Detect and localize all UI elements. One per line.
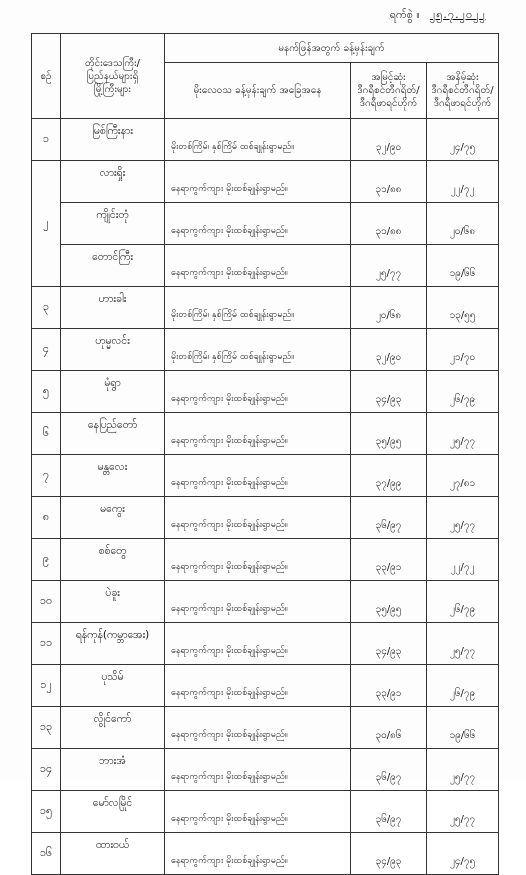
high-temp: ၃၃/၉၁ <box>351 665 427 707</box>
condition-text: မိုးတစ်ကြိမ်၊ နှစ်ကြိမ် ထစ်ချုန်းရွာမည်။ <box>165 287 351 329</box>
table-row <box>32 371 499 413</box>
table-row <box>32 497 499 539</box>
condition-text: နေရာကွက်ကျား မိုးထစ်ချုန်းရွာမည်။ <box>165 455 351 497</box>
table-row <box>32 707 499 749</box>
row-number: ၁၀ <box>32 581 61 623</box>
high-temp: ၃၆/၉၇ <box>351 497 427 539</box>
date-value: ၂၅.၇.၂၀၂၂ <box>429 8 486 21</box>
row-number: ၃ <box>32 287 61 329</box>
high-temp: ၃၀/၈၆ <box>351 707 427 749</box>
low-temp: ၂၆/၇၉ <box>427 581 499 623</box>
column-header-condition: မိုးလေဝသ ခန့်မှန်းချက် အခြေအနေ <box>165 63 351 119</box>
forecast-table <box>31 33 499 875</box>
city-header-line3: မြို့ကြီးများ <box>94 83 131 95</box>
low-temp: ၂၄/၇၅ <box>427 119 499 161</box>
city-header-line2: ပြည်နယ်များရှိ <box>86 70 139 82</box>
city-name: မကွေး <box>61 497 165 539</box>
condition-text: နေရာကွက်ကျား မိုးထစ်ချုန်းရွာမည်။ <box>165 665 351 707</box>
high-temp: ၃၁/၈၈ <box>351 203 427 245</box>
high-temp: ၃၁/၈၈ <box>351 161 427 203</box>
low-temp: ၁၉/၆၆ <box>427 707 499 749</box>
low-temp: ၁၃/၅၅ <box>427 287 499 329</box>
high-header-line1: အမြင့်ဆုံး <box>371 72 406 83</box>
low-temp: ၂၄/၇၅ <box>427 833 499 875</box>
low-temp: ၂၅/၇၇ <box>427 791 499 833</box>
condition-text: နေရာကွက်ကျား မိုးထစ်ချုန်းရွာမည်။ <box>165 203 351 245</box>
high-header-line2: ဒီဂရီစင်တီဂရိတ်/ <box>357 85 420 96</box>
high-temp: ၃၆/၉၇ <box>351 791 427 833</box>
high-temp: ၃၄/၉၃ <box>351 623 427 665</box>
row-number: ၁၅ <box>32 791 61 833</box>
row-number: ၆ <box>32 413 61 455</box>
date-line <box>390 8 486 24</box>
low-header-line3: ဒီဂရီဖာရင်ဟိုက် <box>433 98 492 109</box>
condition-text: နေရာကွက်ကျား မိုးထစ်ချုန်းရွာမည်။ <box>165 581 351 623</box>
high-temp: ၃၄/၉၃ <box>351 833 427 875</box>
condition-text: နေရာကွက်ကျား မိုးထစ်ချုန်းရွာမည်။ <box>165 245 351 287</box>
low-temp: ၂၆/၇၉ <box>427 665 499 707</box>
row-number: ၁ <box>32 119 61 161</box>
column-header-low <box>427 63 499 119</box>
condition-text: နေရာကွက်ကျား မိုးထစ်ချုန်းရွာမည်။ <box>165 161 351 203</box>
low-temp: ၂၅/၇၇ <box>427 749 499 791</box>
city-name: မြစ်ကြီးနား <box>61 119 165 161</box>
row-number: ၇ <box>32 455 61 497</box>
city-name: လွိုင်ကော် <box>61 707 165 749</box>
low-temp: ၂၀/၆၈ <box>427 203 499 245</box>
condition-text: နေရာကွက်ကျား မိုးထစ်ချုန်းရွာမည်။ <box>165 749 351 791</box>
table-row <box>32 833 499 875</box>
date-label: ရက်စွဲ ။ <box>389 8 420 21</box>
low-header-line2: ဒီဂရီစင်တီဂရိတ်/ <box>431 85 494 96</box>
city-name: လားရှိုး <box>61 161 165 203</box>
row-number: ၄ <box>32 329 61 371</box>
low-temp: ၂၁/၇၀ <box>427 329 499 371</box>
condition-text: နေရာကွက်ကျား မိုးထစ်ချုန်းရွာမည်။ <box>165 833 351 875</box>
table-row <box>32 455 499 497</box>
low-temp: ၂၂/၇၂ <box>427 161 499 203</box>
high-temp: ၃၆/၉၇ <box>351 749 427 791</box>
row-number: ၁၆ <box>32 833 61 875</box>
row-number: ၉ <box>32 539 61 581</box>
row-number: ၁၄ <box>32 749 61 791</box>
table-row <box>32 245 499 287</box>
column-header-high <box>351 63 427 119</box>
low-temp: ၂၅/၇၇ <box>427 623 499 665</box>
condition-text: နေရာကွက်ကျား မိုးထစ်ချုန်းရွာမည်။ <box>165 623 351 665</box>
high-temp: ၃၅/၉၅ <box>351 581 427 623</box>
table-row <box>32 665 499 707</box>
high-temp: ၃၂/၉၀ <box>351 329 427 371</box>
table-row <box>32 329 499 371</box>
high-temp: ၃၄/၉၃ <box>351 371 427 413</box>
city-header-line1: တိုင်းဒေသကြီး/ <box>84 57 141 69</box>
city-name: ထားဝယ် <box>61 833 165 875</box>
low-header-line1: အနိမ့်ဆုံး <box>446 72 479 83</box>
row-number: ၁၂ <box>32 665 61 707</box>
table-row <box>32 203 499 245</box>
condition-text: နေရာကွက်ကျား မိုးထစ်ချုန်းရွာမည်။ <box>165 791 351 833</box>
high-temp: ၃၇/၉၉ <box>351 455 427 497</box>
city-name: မော်လမြိုင် <box>61 791 165 833</box>
condition-text: မိုးတစ်ကြိမ်၊ နှစ်ကြိမ် ထစ်ချုန်းရွာမည်။ <box>165 119 351 161</box>
condition-text: နေရာကွက်ကျား မိုးထစ်ချုန်းရွာမည်။ <box>165 539 351 581</box>
row-number: ၅ <box>32 371 61 413</box>
row-number: ၈ <box>32 497 61 539</box>
condition-text: မိုးတစ်ကြိမ်၊ နှစ်ကြိမ် ထစ်ချုန်းရွာမည်။ <box>165 329 351 371</box>
low-temp: ၂၇/၈၁ <box>427 455 499 497</box>
low-temp: ၂၆/၇၉ <box>427 371 499 413</box>
row-number: ၁၃ <box>32 707 61 749</box>
condition-text: နေရာကွက်ကျား မိုးထစ်ချုန်းရွာမည်။ <box>165 497 351 539</box>
city-name: ဘားအံ <box>61 749 165 791</box>
table-row <box>32 287 499 329</box>
low-temp: ၂၅/၇၇ <box>427 497 499 539</box>
high-temp: ၃၃/၉၁ <box>351 539 427 581</box>
high-header-line3: ဒီဂရီဖာရင်ဟိုက် <box>359 98 418 109</box>
condition-text: နေရာကွက်ကျား မိုးထစ်ချုန်းရွာမည်။ <box>165 707 351 749</box>
table-row <box>32 539 499 581</box>
city-name: ဟားခါး <box>61 287 165 329</box>
city-name: ကျိုင်းတုံ <box>61 203 165 245</box>
table-row <box>32 161 499 203</box>
low-temp: ၂၂/၇၂ <box>427 539 499 581</box>
high-temp: ၂၀/၆၈ <box>351 287 427 329</box>
row-number: ၂ <box>32 161 61 287</box>
city-name: ပဲခူး <box>61 581 165 623</box>
city-name: ပုသိမ် <box>61 665 165 707</box>
city-name: နေပြည်တော် <box>61 413 165 455</box>
condition-text: နေရာကွက်ကျား မိုးထစ်ချုန်းရွာမည်။ <box>165 371 351 413</box>
city-name: ဟုမ္မလင်း <box>61 329 165 371</box>
condition-text: နေရာကွက်ကျား မိုးထစ်ချုန်းရွာမည်။ <box>165 413 351 455</box>
table-row <box>32 119 499 161</box>
table-row <box>32 581 499 623</box>
city-name: တောင်ကြီး <box>61 245 165 287</box>
high-temp: ၃၅/၉၅ <box>351 413 427 455</box>
high-temp: ၂၅/၇၇ <box>351 245 427 287</box>
table-row <box>32 791 499 833</box>
column-header-city <box>61 34 165 119</box>
high-temp: ၃၂/၉၀ <box>351 119 427 161</box>
table-row <box>32 623 499 665</box>
row-number: ၁၁ <box>32 623 61 665</box>
column-header-no: စဉ် <box>32 34 61 119</box>
city-name: စစ်တွေ <box>61 539 165 581</box>
city-name: မန္တလေး <box>61 455 165 497</box>
city-name: ရန်ကုန်(ကမ္ဘာအေး) <box>61 623 165 665</box>
table-row <box>32 749 499 791</box>
city-name: မုံရွာ <box>61 371 165 413</box>
table-row <box>32 413 499 455</box>
column-header-forecast: မနက်ဖြန်အတွက် ခန့်မှန်းချက် <box>165 34 499 63</box>
low-temp: ၂၅/၇၇ <box>427 413 499 455</box>
low-temp: ၁၉/၆၆ <box>427 245 499 287</box>
